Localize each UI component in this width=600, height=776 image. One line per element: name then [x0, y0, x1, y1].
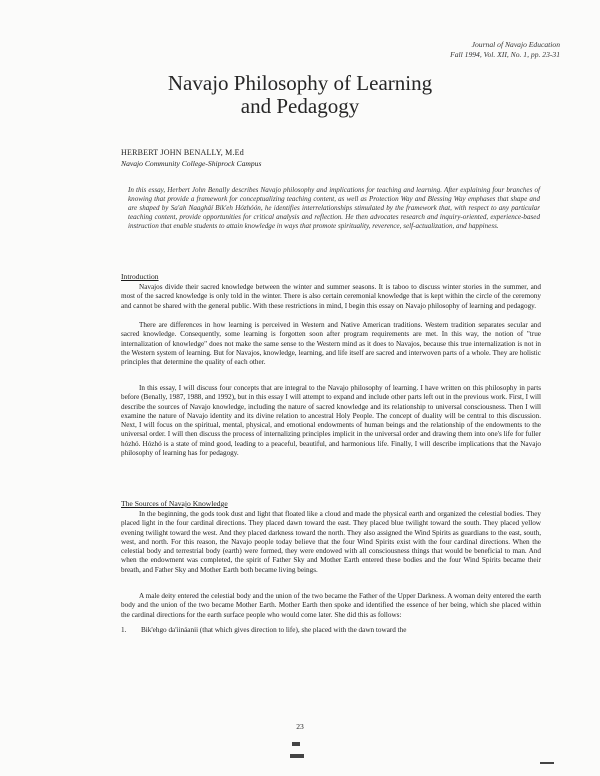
- paragraph-sources-2: A male deity entered the celestial body and the union of the two became the Father of the Upper Darkness. A woman deity entered the earth body and the union of the two became Mother Earth. Mother Earth then spoke and identified the essence of her being, which she placed within the cardinal directions for the earth surface people who would come later. She did this as follows:: [121, 592, 541, 619]
- scan-artifact-speck: [540, 762, 554, 764]
- list-item-text: Bik'ehgo da'iináanii (that which gives direction to life), she placed with the dawn toward the: [141, 626, 407, 634]
- abstract: In this essay, Herbert John Benally describes Navajo philosophy and implications for teaching and learning. After explaining four branches of knowing that provide a framework for conceptualizing teaching content, as well as Protection Way and Blessing Way emphases that shape and are shaped by Sa'ah Naagháí Bik'eh Hózhóón, he identifies interrelationships stimulated by the framework that, with respect to any particular teaching content, provide opportunities for critical analysis and reflection. He then advocates research and inquiry-oriented, experience-based instruction that enable students to attain knowledge in ways that promote spirituality, reverence, self-actualization, and happiness.: [128, 186, 540, 231]
- paragraph-sources-1: In the beginning, the gods took dust and light that floated like a cloud and made the physical earth and organized the celestial bodies. They placed light in the four cardinal directions. They placed dawn toward the east. They placed blue twilight toward the south. They placed yellow evening twilight toward the west. And they placed darkness toward the north. They also assigned the Wind Spirits as guardians to the east, south, west, and north. For this reason, the Navajo people today believe that the four Wind Spirits exist with the four cardinal directions. When the celestial body and terrestrial body (earth) were formed, they were endowed with all consciousness things that would be beneficial to man. And when the endowment was completed, the spirit of Father Sky and Mother Earth entered these bodies and the four Wind Spirits became their breath, and Father Sky and Mother Earth both became living beings.: [121, 510, 541, 574]
- list-item-1: [121, 626, 541, 635]
- section-heading-sources: The Sources of Navajo Knowledge: [121, 499, 228, 508]
- paragraph-intro-2: There are differences in how learning is perceived in Western and Native American traditions. Western tradition separates secular and sacred knowledge. Consequently, some learning is forgotten soon after program requirements are met. In this way, the notion of "true internalization of knowledge" does not make the same sense to the Western mind as it does to Navajos, because this true internalization is not in the Western system of learning. But for Navajos, knowledge, learning, and life itself are sacred and interwoven parts of a whole. They are holistic principles that determine the quality of each other.: [121, 321, 541, 367]
- page-number: 23: [296, 722, 304, 731]
- journal-name: Journal of Navajo Education: [471, 40, 560, 49]
- title-line-1: Navajo Philosophy of Learning: [167, 71, 433, 95]
- scan-artifact-speck: [292, 742, 300, 746]
- title-line-2: and Pedagogy: [240, 94, 360, 118]
- journal-citation: [450, 40, 560, 60]
- scan-artifact-speck: [290, 754, 304, 758]
- author-affiliation: Navajo Community College-Shiprock Campus: [121, 159, 262, 168]
- paragraph-intro-1: Navajos divide their sacred knowledge between the winter and summer seasons. It is taboo to discuss winter stories in the summer, and most of the sacred knowledge is only told in the winter. There is also certain ceremonial knowledge that is kept within the circle of the ceremony and cannot be shared with the general public. With these restrictions in mind, I begin this essay on Navajo philosophy of learning and pedagogy.: [121, 283, 541, 310]
- section-heading-introduction: Introduction: [121, 272, 159, 281]
- paragraph-intro-3: In this essay, I will discuss four concepts that are integral to the Navajo philosophy of learning. I have written on this philosophy in parts before (Benally, 1987, 1988, and 1992), but in this essay I will attempt to expand and include other parts left out in the previous work. First, I will describe the sources of Navajo knowledge, including the nature of sacred knowledge and its relationship to universal consciousness. Then I will examine the nature of Navajo identity and its divine relation to ancestral Holy People. The concept of duality will be central to this discussion. Next, I will focus on the spiritual, mental, physical, and emotional endowments of human beings and the relationship of the endowments to the universal order. I will then discuss the process of internalizing principles implicit in the universal order and drawing them into one's life for fuller hózhó. Hózhó is a state of mind good, leading to a peaceful, beautiful, and harmonious life. Finally, I will describe implications that the Navajo philosophy of learning has for pedagogy.: [121, 384, 541, 458]
- list-item-number: 1.: [121, 626, 127, 634]
- author-name: HERBERT JOHN BENALLY, M.Ed: [121, 148, 244, 157]
- journal-volume-info: Fall 1994, Vol. XII, No. 1, pp. 23-31: [450, 50, 560, 59]
- paper-title: [0, 72, 600, 118]
